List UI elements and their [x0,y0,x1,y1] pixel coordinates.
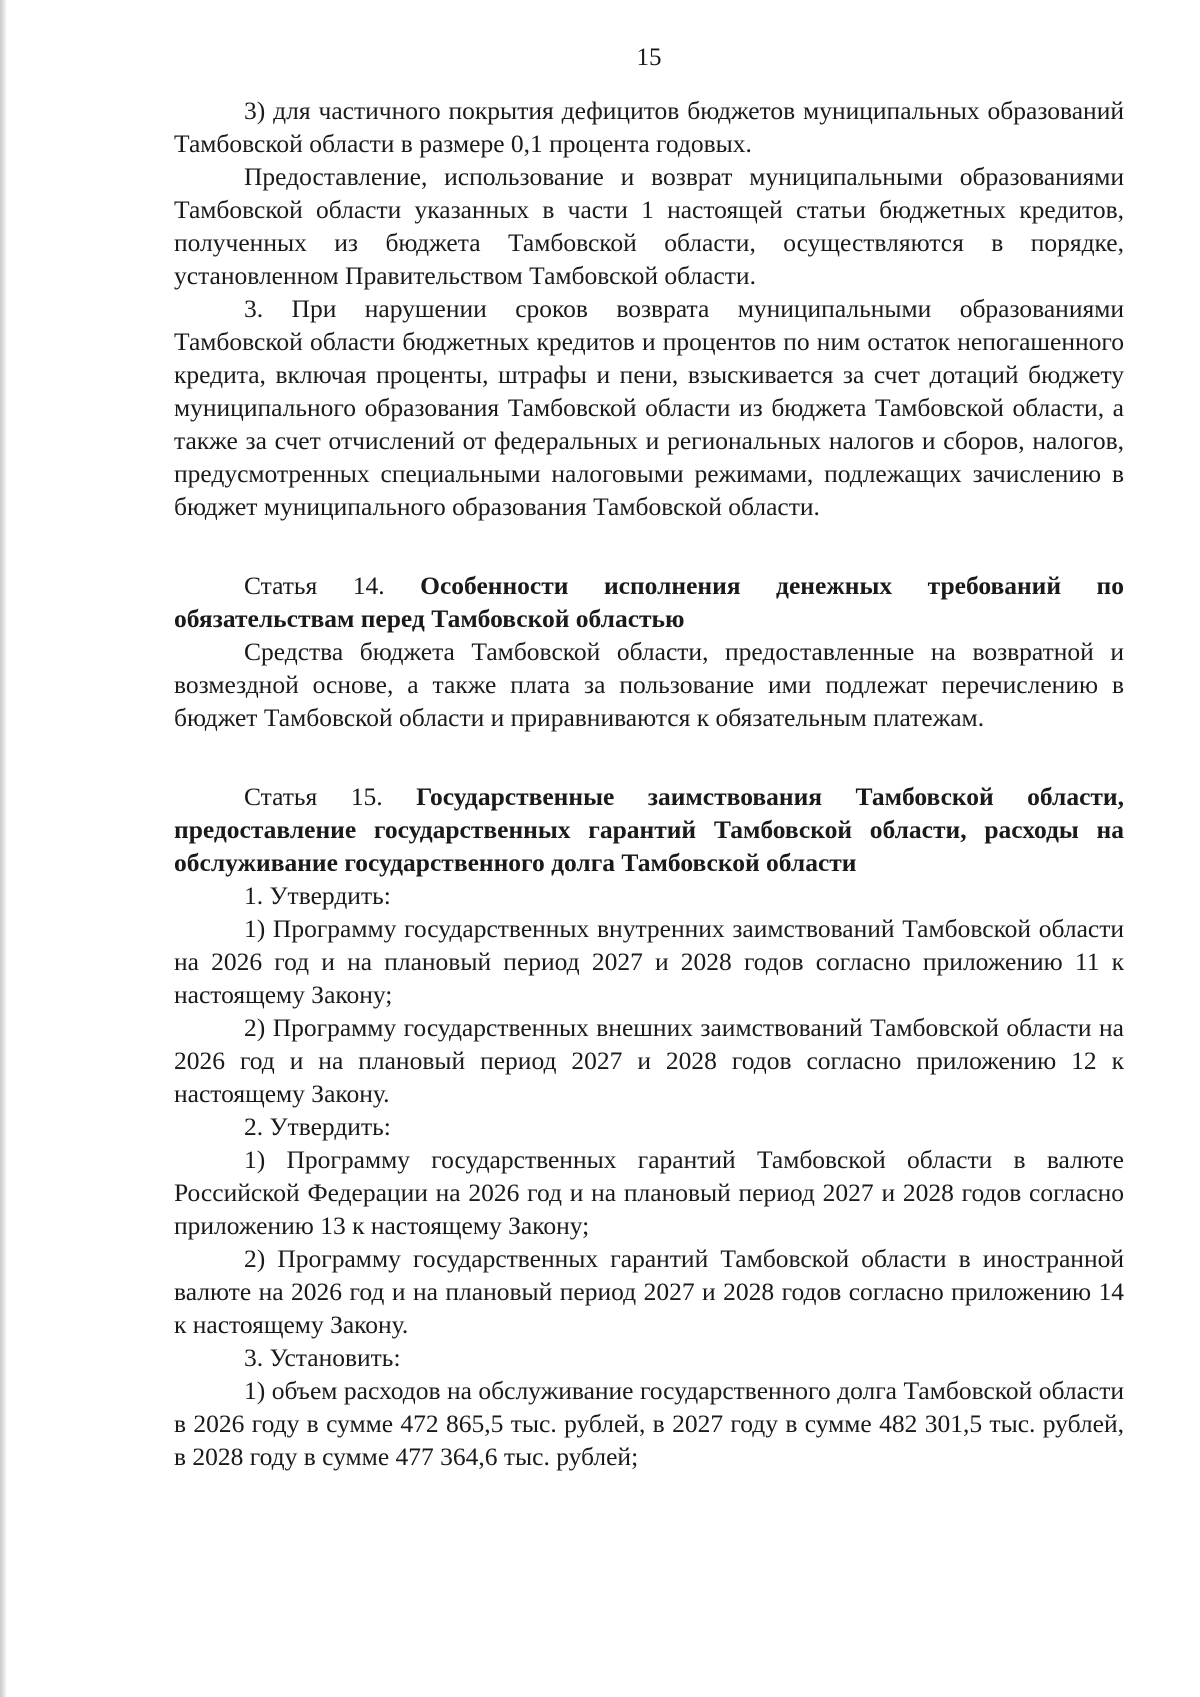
paragraph: 1) объем расходов на обслуживание государственного долга Тамбовской области в 2026 году в сумме 472 865,5 тыс. рублей, в 2027 году в сумме 482 301,5 тыс. рублей, в 2028 году в сумме 477 364,6 тыс. рублей; [174,1376,1124,1471]
paragraph: 2) Программу государственных внешних заимствований Тамбовской области на 2026 год и на плановый период 2027 и 2028 годов согласно приложению 12 к настоящему Закону. [174,1013,1124,1108]
paragraph: 3. При нарушении сроков возврата муниципальными образованиями Тамбовской области бюджетных кредитов и процентов по ним остаток непогашенного кредита, включая проценты, штрафы и пени, взыскивается за счет дотаций бюджету муниципального образования Тамбовской области из бюджета Тамбовской области, а также за счет отчислений от федеральных и региональных налогов и сборов, налогов, предусмотренных специальными налоговыми режимами, подлежащих зачислению в бюджет муниципального образования Тамбовской области. [174,294,1124,521]
article-14-body: Средства бюджета Тамбовской области, предоставленные на возвратной и возмездной основе, а также плата за пользование ими подлежат перечислению в бюджет Тамбовской области и приравниваются к обязательным платежам. [174,637,1124,732]
paragraph: 1) Программу государственных внутренних заимствований Тамбовской области на 2026 год и на плановый период 2027 и 2028 годов согласно приложению 11 к настоящему Закону; [174,914,1124,1009]
paragraph: 2) Программу государственных гарантий Тамбовской области в иностранной валюте на 2026 год и на плановый период 2027 и 2028 годов согласно приложению 14 к настоящему Закону. [174,1244,1124,1339]
paragraph: 3) для частичного покрытия дефицитов бюджетов муниципальных образований Тамбовской области в размере 0,1 процента годовых. [174,96,1124,158]
article-15-label: Статья 15. [244,782,383,811]
paragraph: 2. Утвердить: [244,1112,391,1141]
paragraph: Предоставление, использование и возврат муниципальными образованиями Тамбовской области указанных в части 1 настоящей статьи бюджетных кредитов, полученных из бюджета Тамбовской области, осуществляются в порядке, установленном Правительством Тамбовской области. [174,162,1124,290]
paragraph: 1) Программу государственных гарантий Тамбовской области в валюте Российской Федерации на 2026 год и на плановый период 2027 и 2028 годов согласно приложению 13 к настоящему Закону; [174,1145,1124,1240]
article-14-label: Статья 14. [244,571,385,600]
article-15-title: Государственные заимствования Тамбовской области, предоставление государственных гарантий Тамбовской области, расходы на обслуживание государственного долга Тамбовской области [174,782,1124,877]
article-14-heading [174,569,1124,635]
article-14-title: Особенности исполнения денежных требований по обязательствам перед Тамбовской областью [174,571,1125,633]
page-number: 15 [636,44,662,71]
document-content [174,94,1124,1473]
paragraph: 3. Установить: [244,1343,401,1372]
scan-edge [0,0,6,1697]
paragraph: 1. Утвердить: [244,881,391,910]
article-15-heading [174,780,1124,879]
